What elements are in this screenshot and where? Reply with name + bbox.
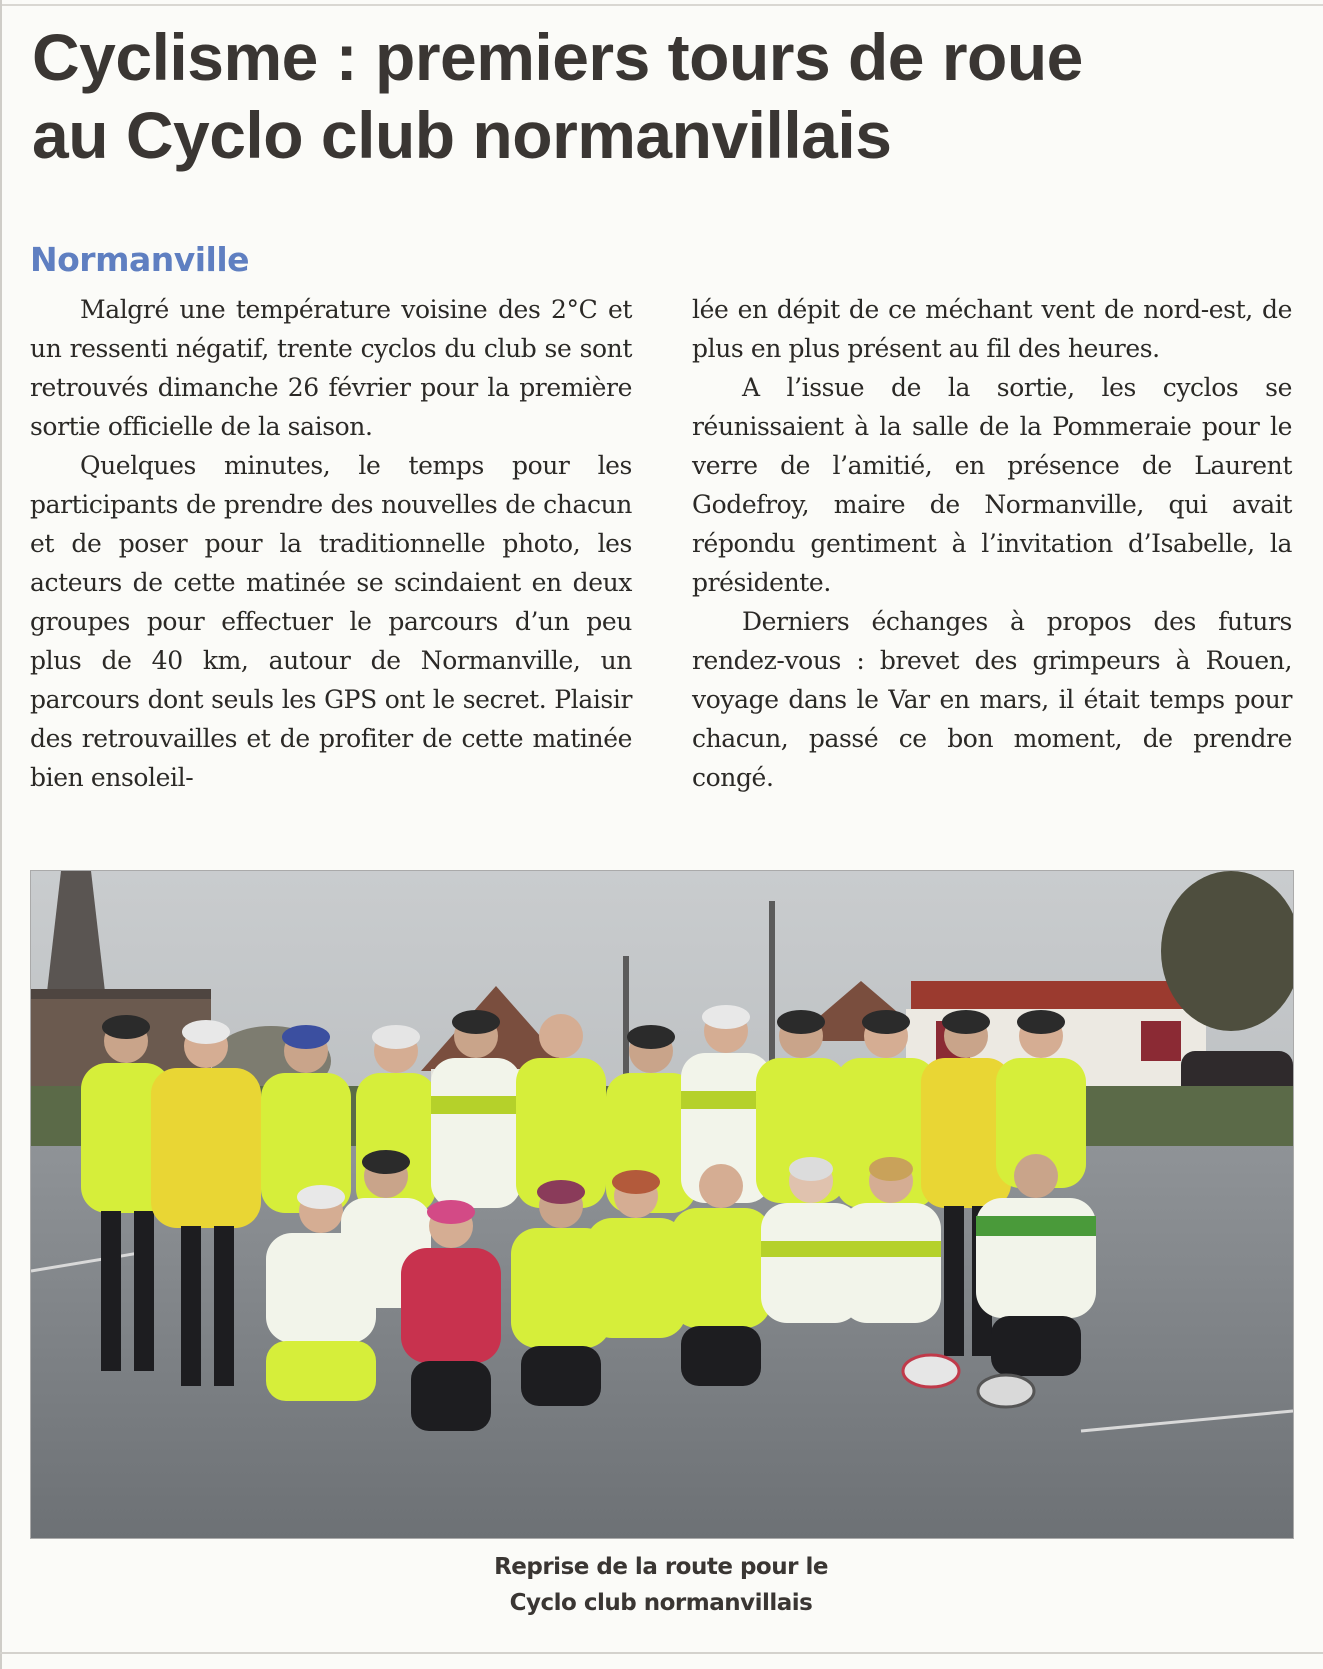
paragraph-3: A l’issue de la sortie, les cyclos se réunissaient à la salle de la Pommeraie pour le verre de l’amitié, en présence de Laurent Godefroy, maire de Normanville, qui avait répondu gentiment à l’invitation d’Isabelle, la présidente. <box>692 373 1292 597</box>
paragraph-2-continued: lée en dépit de ce méchant vent de nord-est, de plus en plus présent au fil des heures. <box>692 295 1292 363</box>
photo-caption <box>30 1549 1292 1621</box>
dateline: Normanville <box>30 240 250 279</box>
paragraph-4: Derniers échanges à propos des futurs rendez-vous : brevet des grimpeurs à Rouen, voyage dans le Var en mars, il était temps pour chacun, passé ce bon moment, de prendre congé. <box>692 607 1292 792</box>
article-column-left <box>30 290 632 797</box>
headline-line-2: au Cyclo club normanvillais <box>32 98 892 172</box>
group-photo-illustration <box>31 871 1293 1538</box>
group-photo <box>30 870 1294 1539</box>
paragraph-1: Malgré une température voisine des 2°C et un ressenti négatif, trente cyclos du club se sont retrouvés dimanche 26 février pour la première sortie officielle de la saison. <box>30 295 632 441</box>
headline-line-1: Cyclisme : premiers tours de roue <box>32 20 1083 94</box>
article-headline <box>32 18 1292 174</box>
bottom-rule <box>0 1652 1323 1654</box>
caption-line-2: Cyclo club normanvillais <box>509 1590 813 1616</box>
left-rule <box>0 0 2 1669</box>
article-column-right <box>692 290 1292 797</box>
top-rule <box>0 4 1323 6</box>
paragraph-2: Quelques minutes, le temps pour les participants de prendre des nouvelles de chacun et de poser pour la traditionnelle photo, les acteurs de cette matinée se scindaient en deux groupes pour effectuer le parcours d’un peu plus de 40 km, autour de Normanville, un parcours dont seuls les GPS ont le secret. Plaisir des retrouvailles et de profiter de cette matinée bien ensoleil- <box>30 451 632 792</box>
caption-line-1: Reprise de la route pour le <box>494 1554 828 1580</box>
